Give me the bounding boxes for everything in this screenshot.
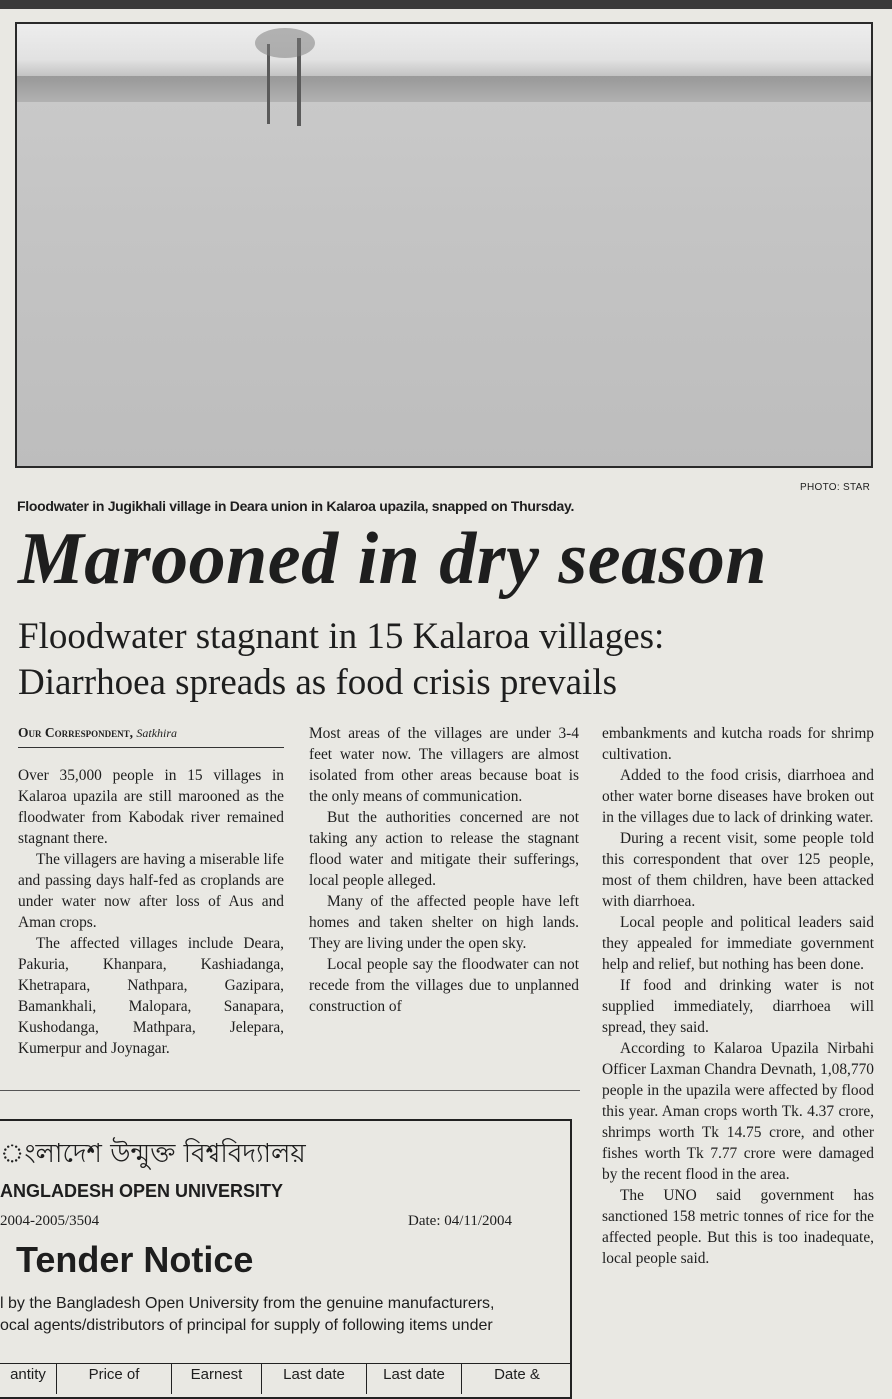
flood-photo (15, 22, 873, 468)
ad-table-header-cell: Date & (461, 1364, 572, 1394)
ad-body (0, 1293, 495, 1337)
article-paragraph: The UNO said government has sanctioned 158 metric tonnes of rice for the affected people. But this is too inadequate, local people said. (602, 1187, 874, 1267)
ad-body-line: ocal agents/distributors of principal for supply of following items under (0, 1317, 493, 1334)
article-paragraph: Local people and political leaders said they appealed for immediate government help and relief, but nothing has been done. (602, 914, 874, 973)
article-paragraph: If food and drinking water is not supplied immediately, diarrhoea will spread, they said. (602, 977, 874, 1036)
ad-title: Tender Notice (16, 1239, 254, 1280)
ad-date: Date: 04/11/2004 (408, 1213, 513, 1229)
ad-table-header-cell: Earnest (171, 1364, 261, 1394)
article-paragraph: The affected villages include Deara, Pakuria, Khanpara, Kashiadanga, Khetrapara, Nathpara, Gazipara, Bamankhali, Malopara, Sanapara, Kushodanga, Mathpara, Jelepara, Kumerpur and Joynagar. (18, 935, 284, 1057)
article-column-2 (309, 723, 579, 1017)
article-paragraph: The villagers are having a miserable life and passing days half-fed as croplands are under water now after loss of Aus and Aman crops. (18, 851, 284, 931)
ad-table-header-cell: Last date (261, 1364, 366, 1394)
article-paragraph: According to Kalaroa Upazila Nirbahi Officer Laxman Chandra Devnath, 1,08,770 people in the upazila were affected by flood this year. Aman crops worth Tk. 4.37 crore, shrimps worth Tk 14.75 crore, and other fishes worth Tk 7.77 crore were damaged by the recent flood in the area. (602, 1040, 874, 1183)
article-paragraph: Many of the affected people have left homes and taken shelter on high lands. They are living under the open sky. (309, 893, 579, 952)
photo-credit: PHOTO: STAR (800, 482, 871, 493)
ad-university-name-bangla: ংলাদেশ উন্মুক্ত বিশ্ববিদ্যালয় (0, 1139, 306, 1169)
ad-table-header-cell: Last date (366, 1364, 461, 1394)
headline: Marooned in dry season (18, 518, 768, 600)
byline (18, 725, 284, 748)
article-column-1 (18, 765, 284, 1059)
subhead-line-1: Floodwater stagnant in 15 Kalaroa villages: (18, 616, 665, 657)
article-paragraph: Most areas of the villages are under 3-4 feet water now. The villagers are almost isolated from other areas because boat is the only means of communication. (309, 725, 579, 805)
subhead-line-2: Diarrhoea spreads as food crisis prevails (18, 662, 617, 703)
ad-table-header-cell: Price of (56, 1364, 171, 1394)
article-paragraph: embankments and kutcha roads for shrimp cultivation. (602, 725, 874, 763)
article-paragraph: During a recent visit, some people told this correspondent that over 125 people, most of them children, have been attacked with diarrhoea. (602, 830, 874, 910)
photo-treeline (17, 76, 871, 102)
photo-caption: Floodwater in Jugikhali village in Deara union in Kalaroa upazila, snapped on Thursday. (17, 498, 575, 514)
page-top-rule (0, 0, 892, 9)
ad-table-header-cell: antity (10, 1366, 46, 1383)
ad-table-header (0, 1363, 572, 1394)
byline-place: Satkhira (136, 726, 178, 740)
ad-university-name: ANGLADESH OPEN UNIVERSITY (0, 1181, 284, 1201)
photo-tree-crown (255, 28, 315, 58)
ad-reference: 2004-2005/3504 (0, 1213, 100, 1229)
article-paragraph: Local people say the floodwater can not recede from the villages due to unplanned construction of (309, 956, 579, 1015)
article-paragraph: Over 35,000 people in 15 villages in Kalaroa upazila are still marooned as the floodwater from Kabodak river remained stagnant there. (18, 767, 284, 847)
ad-body-line: l by the Bangladesh Open University from the genuine manufacturers, (0, 1295, 495, 1312)
tender-notice-ad (0, 1119, 572, 1399)
byline-name: Our Correspondent, (18, 725, 134, 740)
article-paragraph: Added to the food crisis, diarrhoea and other water borne diseases have broken out in the villages due to lack of drinking water. (602, 767, 874, 826)
column-divider (0, 1090, 580, 1091)
article-paragraph: But the authorities concerned are not taking any action to release the stagnant flood water and mitigate their sufferings, local people alleged. (309, 809, 579, 889)
article-column-3 (602, 723, 874, 1269)
